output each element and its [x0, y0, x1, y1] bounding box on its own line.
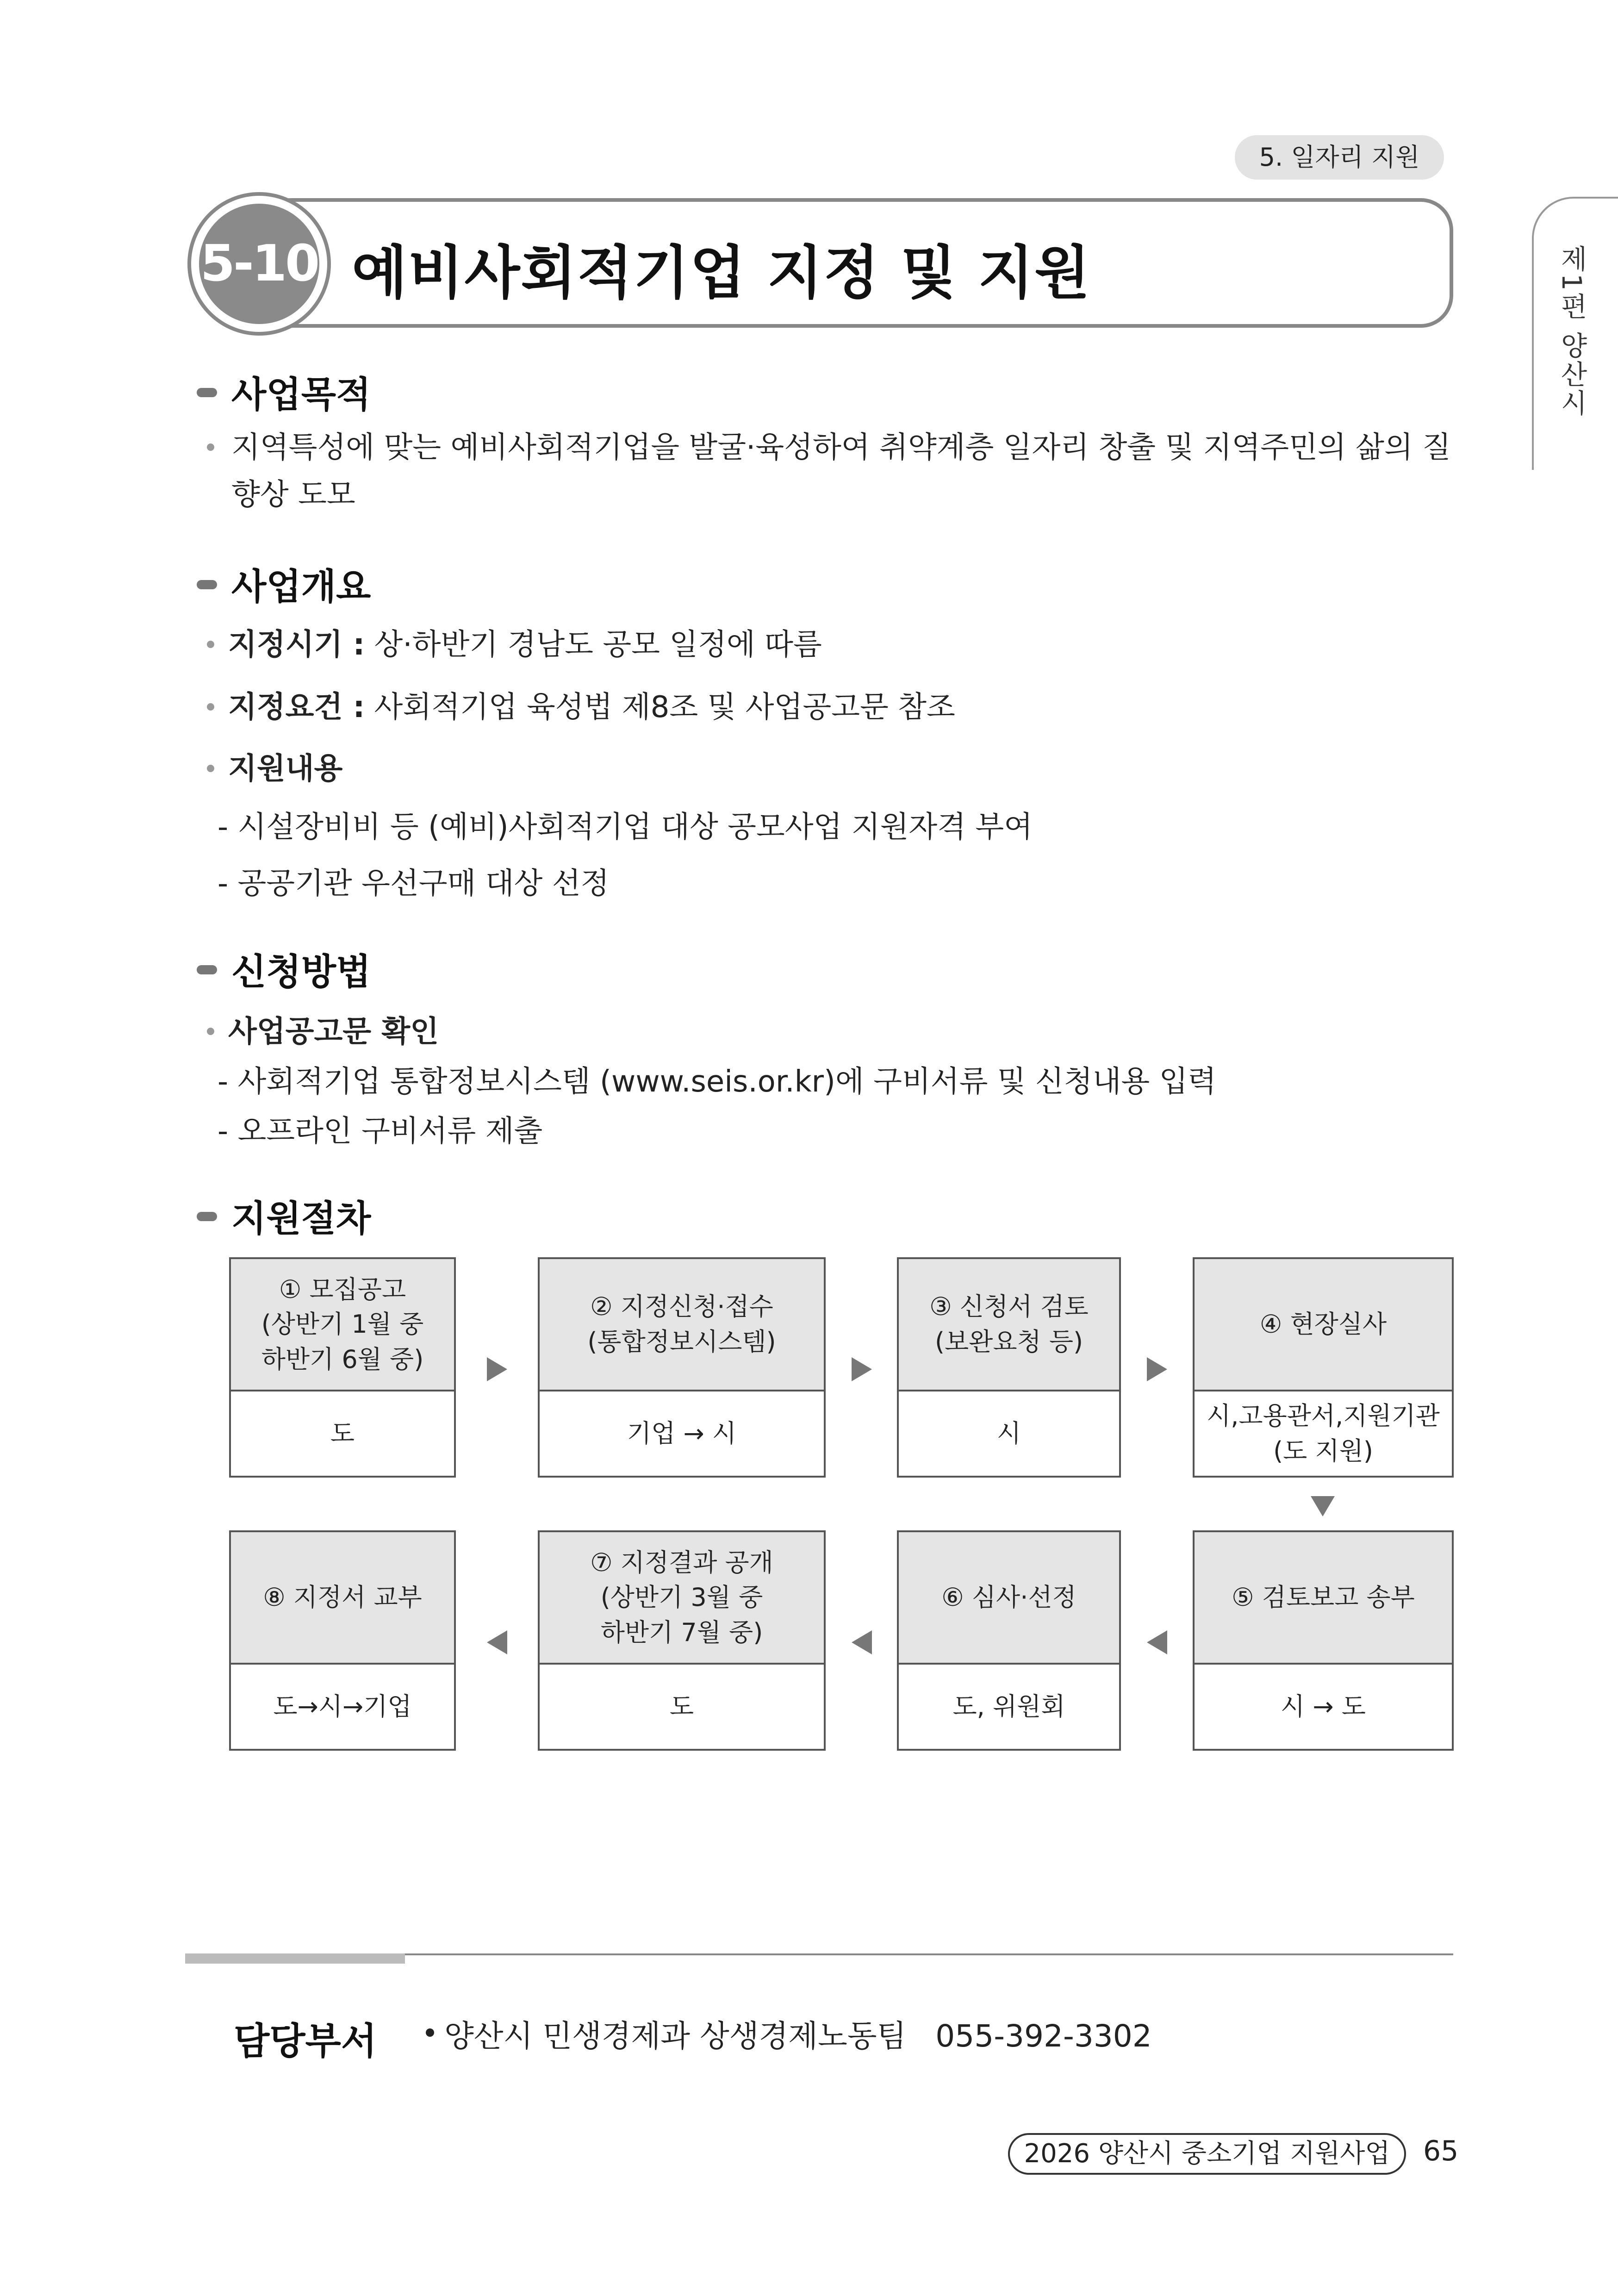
section-marker-icon [197, 580, 217, 589]
period-row [228, 622, 822, 668]
support-label: 지원내용 [228, 752, 343, 786]
side-chapter-tab [1532, 197, 1618, 470]
step-actor: 시 [996, 1419, 1021, 1448]
bullet-icon [207, 641, 214, 648]
page-title: 예비사회적기업 지정 및 지원 [352, 240, 1091, 306]
section-number: 5-10 [199, 204, 319, 324]
step-title: ⑤ 검토보고 송부 [1195, 1532, 1452, 1665]
procedure-heading: 지원절차 [231, 1198, 371, 1240]
step-title: ① 모집공고 (상반기 1월 중 하반기 6월 중) [231, 1259, 454, 1391]
step-actor: 시,고용관서,지원기관 (도 지원) [1207, 1401, 1440, 1466]
step-actor: 도 [669, 1692, 694, 1722]
page-number: 65 [1423, 2135, 1459, 2167]
requirement-row [228, 685, 955, 730]
support-item: - 시설장비비 등 (예비)사회적기업 대상 공모사업 지원자격 부여 [218, 810, 1033, 844]
step-actor: 시 → 도 [1281, 1692, 1366, 1722]
bullet-icon [207, 1028, 214, 1035]
requirement-label: 지정요건 : [228, 690, 365, 724]
bullet-icon [207, 443, 214, 451]
step-actor: 기업 → 시 [627, 1419, 737, 1448]
publication-title: 2026 양산시 중소기업 지원사업 [1008, 2133, 1406, 2175]
purpose-line-2: 향상 도모 [231, 478, 355, 512]
arrow-right-icon [852, 1357, 872, 1381]
step-title: ④ 현장실사 [1195, 1259, 1452, 1391]
application-item: - 오프라인 구비서류 제출 [218, 1114, 543, 1148]
overview-heading: 사업개요 [231, 566, 371, 608]
bullet-icon [207, 703, 214, 711]
application-sub-label: 사업공고문 확인 [228, 1015, 439, 1049]
arrow-right-icon [1147, 1357, 1167, 1381]
step-actor: 도→시→기업 [273, 1692, 412, 1722]
support-item: - 공공기관 우선구매 대상 선정 [218, 867, 610, 901]
procedure-step-3 [897, 1257, 1121, 1478]
application-item: - 사회적기업 통합정보시스템 (www.seis.or.kr)에 구비서류 및 신청내용 입력 [218, 1065, 1217, 1099]
period-value: 상·하반기 경남도 공모 일정에 따름 [365, 628, 822, 662]
arrow-left-icon [852, 1630, 872, 1654]
period-label: 지정시기 : [228, 628, 365, 662]
step-title: ⑧ 지정서 교부 [231, 1532, 454, 1665]
application-heading: 신청방법 [231, 951, 371, 993]
procedure-step-1 [229, 1257, 456, 1478]
section-marker-icon [197, 388, 217, 397]
purpose-line-1: 지역특성에 맞는 예비사회적기업을 발굴·육성하여 취약계층 일자리 창출 및 지역주민의 삶의 질 [231, 430, 1451, 465]
arrow-right-icon [487, 1357, 507, 1381]
procedure-step-8 [229, 1530, 456, 1751]
purpose-heading: 사업목적 [231, 374, 371, 416]
section-marker-icon [197, 1212, 217, 1221]
requirement-value: 사회적기업 육성법 제8조 및 사업공고문 참조 [365, 690, 955, 724]
procedure-step-7 [538, 1530, 826, 1751]
step-actor: 도, 위원회 [952, 1692, 1065, 1722]
procedure-step-6 [897, 1530, 1121, 1751]
arrow-down-icon [1311, 1496, 1335, 1516]
category-badge: 5. 일자리 지원 [1235, 135, 1444, 180]
arrow-left-icon [1147, 1630, 1167, 1654]
step-title: ② 지정신청·접수 (통합정보시스템) [540, 1259, 824, 1391]
contact-label: 담당부서 [234, 2020, 377, 2063]
procedure-step-4 [1193, 1257, 1454, 1478]
step-title: ⑥ 심사·선정 [899, 1532, 1119, 1665]
divider-accent [185, 1953, 405, 1964]
contact-text: 양산시 민생경제과 상생경제노동팀 055-392-3302 [444, 2018, 1152, 2054]
bullet-icon [426, 2028, 434, 2037]
section-marker-icon [197, 965, 217, 974]
step-title: ⑦ 지정결과 공개 (상반기 3월 중 하반기 7월 중) [540, 1532, 824, 1665]
side-tab-label: 제1편 양산시 [1556, 245, 1587, 418]
step-actor: 도 [330, 1419, 355, 1448]
bullet-icon [207, 765, 214, 772]
procedure-step-5 [1193, 1530, 1454, 1751]
arrow-left-icon [487, 1630, 507, 1654]
procedure-step-2 [538, 1257, 826, 1478]
step-title: ③ 신청서 검토 (보완요청 등) [899, 1259, 1119, 1391]
